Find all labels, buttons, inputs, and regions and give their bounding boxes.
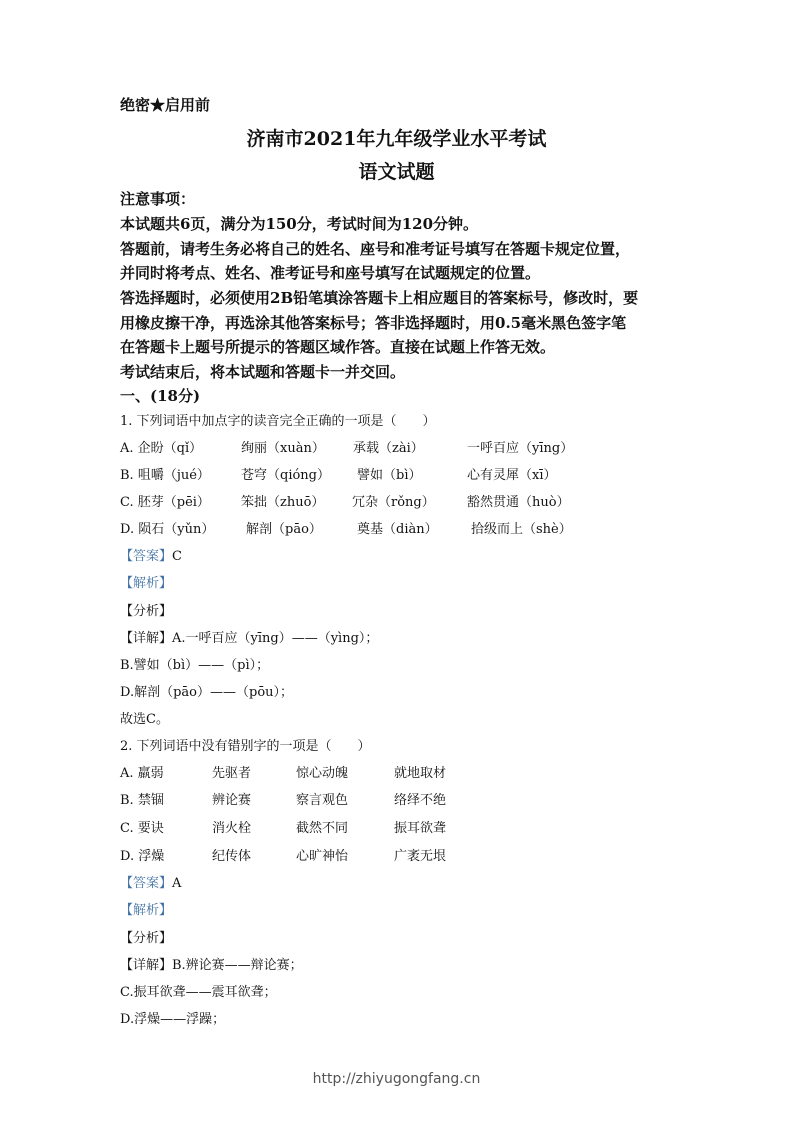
analysis-label: 【解析】 [120, 903, 173, 918]
q1-c-2: 笨拙（zhuō） [241, 495, 325, 510]
q2-stem: 2. 下列词语中没有错别字的一项是（ ） [120, 739, 371, 754]
q1-d-4: 拾级而上（shè） [471, 522, 572, 537]
q2-b-1: B. 禁锢 [120, 793, 164, 808]
q2-b-2: 辨论赛 [212, 793, 252, 808]
q1-d-3: 奠基（diàn） [357, 522, 438, 537]
q1-a-4: 一呼百应（yīng） [467, 441, 574, 456]
exam-subtitle: 语文试题 [358, 161, 435, 183]
notice-line: 本试题共6页，满分为150分，考试时间为120分钟。 [120, 215, 479, 233]
fenxi-label: 【分析】 [120, 931, 173, 946]
q2-d-2: 纪传体 [212, 849, 252, 864]
q1-conclusion: 故选C。 [120, 712, 169, 727]
notice-line: 并同时将考点、姓名、准考证号和座号填写在试题规定的位置。 [120, 264, 541, 282]
footer-url[interactable]: http://zhiyugongfang.cn [312, 1071, 481, 1087]
q1-stem: 1. 下列词语中加点字的读音完全正确的一项是（ ） [120, 414, 436, 429]
secret-label: 绝密★启用前 [120, 96, 211, 114]
q2-d-1: D. 浮燥 [120, 849, 165, 864]
q1-answer-row [120, 545, 182, 564]
q1-detail: 【详解】A.一呼百应（yīng）——（yìng）； [120, 631, 379, 646]
q2-d-4: 广袤无垠 [394, 849, 447, 864]
answer-label: 【答案】 [120, 549, 173, 564]
q2-detail: 【详解】B.辨论赛——辩论赛； [120, 958, 303, 973]
q2-b-3: 察言观色 [296, 793, 349, 808]
q2-c-4: 振耳欲聋 [394, 821, 447, 836]
analysis-label: 【解析】 [120, 576, 173, 591]
q1-b-1: B. 咀嚼（jué） [120, 468, 210, 483]
q1-b-2: 苍穹（qióng） [241, 468, 331, 483]
notice-heading: 注意事项： [120, 190, 196, 208]
q1-a-3: 承载（zài） [353, 441, 424, 456]
fenxi-label: 【分析】 [120, 604, 173, 619]
notice-line: 在答题卡上题号所提示的答题区域作答。直接在试题上作答无效。 [120, 338, 556, 356]
answer-label: 【答案】 [120, 876, 173, 891]
q2-d-3: 心旷神怡 [296, 849, 349, 864]
q2-detail: C.振耳欲聋——震耳欲聋； [120, 985, 277, 1000]
q1-d-2: 解剖（pāo） [246, 522, 322, 537]
q1-b-3: 譬如（bì） [357, 468, 422, 483]
q1-d-1: D. 陨石（yǔn） [120, 522, 215, 537]
answer-value: C [172, 549, 182, 564]
q1-c-1: C. 胚芽（pēi） [120, 495, 210, 510]
q1-c-4: 豁然贯通（huò） [467, 495, 570, 510]
q2-answer-row [120, 872, 181, 891]
exam-title: 济南市2021年九年级学业水平考试 [246, 128, 547, 150]
answer-value: A [172, 876, 182, 891]
q2-c-2: 消火栓 [212, 821, 252, 836]
q1-c-3: 冗杂（rǒng） [352, 495, 435, 510]
notice-line: 考试结束后，将本试题和答题卡一并交回。 [120, 363, 406, 381]
q1-a-1: A. 企盼（qǐ） [120, 441, 203, 456]
q2-a-4: 就地取材 [394, 766, 447, 781]
q1-b-4: 心有灵犀（xī） [467, 468, 557, 483]
notice-line: 答选择题时，必须使用2B铅笔填涂答题卡上相应题目的答案标号，修改时，要 [120, 289, 639, 307]
q2-a-2: 先驱者 [212, 766, 252, 781]
q2-c-3: 截然不同 [296, 821, 349, 836]
q1-a-2: 绚丽（xuàn） [241, 441, 325, 456]
q2-detail: D.浮燥——浮躁； [120, 1012, 226, 1027]
q1-detail: D.解剖（pāo）——（pōu）； [120, 685, 294, 700]
notice-line: 答题前，请考生务必将自己的姓名、座号和准考证号填写在答题卡规定位置， [120, 240, 631, 258]
q2-a-3: 惊心动魄 [296, 766, 349, 781]
notice-line: 用橡皮擦干净，再选涂其他答案标号；答非选择题时，用0.5毫米黑色签字笔 [120, 314, 627, 332]
q1-detail: B.譬如（bì）——（pì）； [120, 658, 270, 673]
q2-c-1: C. 要诀 [120, 821, 164, 836]
q2-a-1: A. 羸弱 [120, 766, 164, 781]
section-heading: 一、(18分) [120, 387, 201, 405]
q2-b-4: 络绎不绝 [394, 793, 447, 808]
